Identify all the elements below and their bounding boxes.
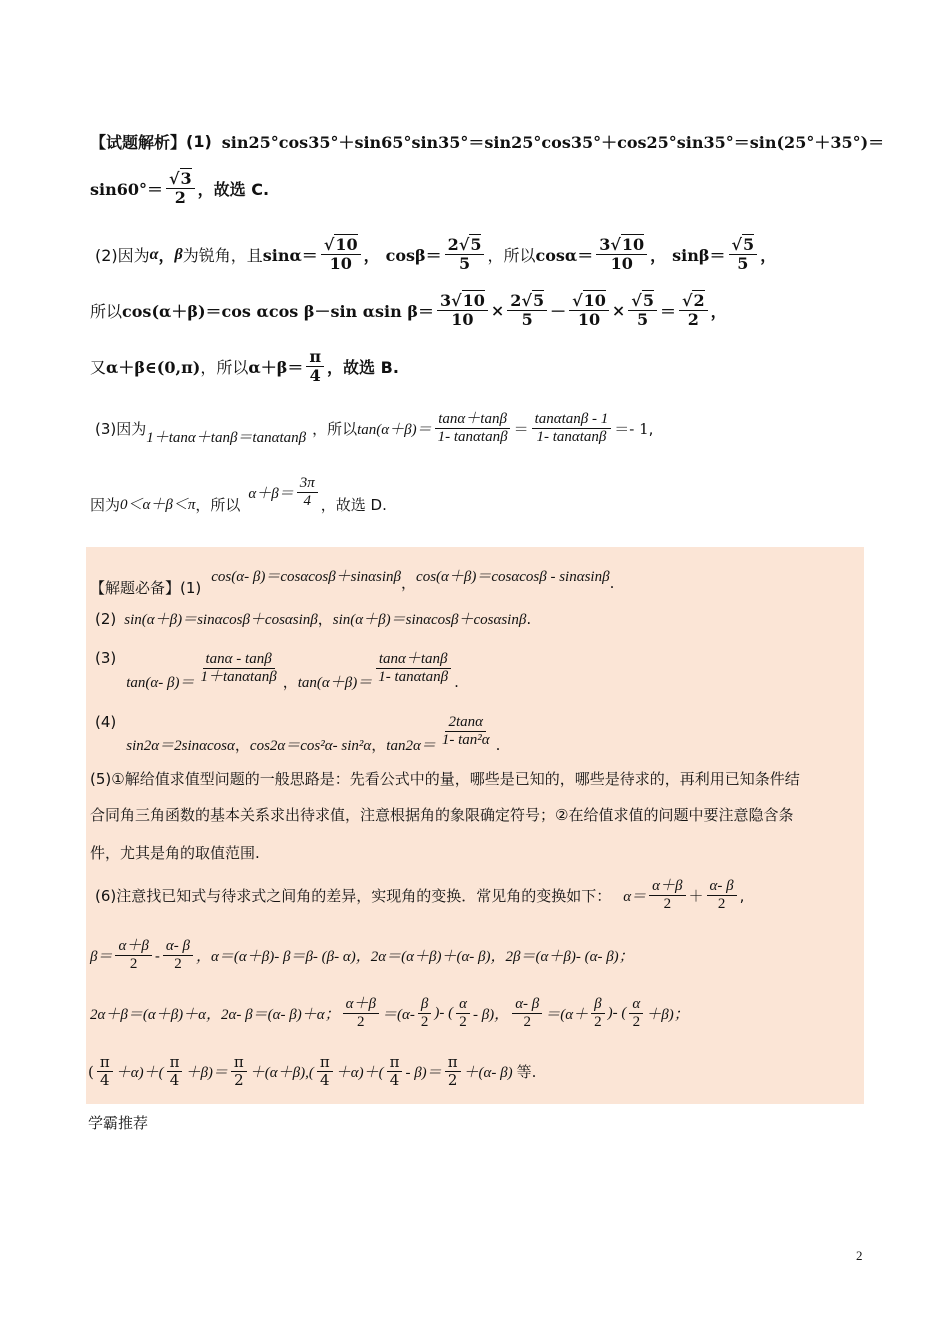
essentials-i5-line2: 合同角三角函数的基本关系求出待求值，注意根据角的象限确定符号；②在给值求值的问题中要注意隐含条 [90,806,794,824]
essentials-item6-line3 [90,996,689,1032]
essentials-i4-c-frac [439,714,493,750]
analysis-p2-line3-so: ，所以 [200,358,249,378]
analysis-p1-line1 [90,130,884,153]
essentials-i3-a-frac [198,651,280,687]
essentials-i6-c-frac2 [512,996,542,1032]
comma: ， [760,246,777,266]
frac [591,996,605,1032]
essentials-heading: 【解题必备】 [90,579,181,597]
essentials-i6-b-lhs: β＝ [90,949,113,966]
frac-den: 10 [610,254,633,274]
frac-num: 10 [462,291,485,310]
frac [317,1054,333,1090]
analysis-p3-range: 0＜α＋β＜π [120,497,196,513]
frac-num: π [317,1054,333,1072]
essentials-i5-line3: 件，尤其是角的取值范围. [90,844,260,862]
text: ＋α)＋( [115,1065,164,1082]
frac-den: 10 [577,310,601,330]
frac-den: 4 [100,1071,110,1090]
frac-den: 1- tan²α [441,732,490,748]
frac-num: 3π [297,475,318,493]
analysis-p3-label: (3)因为 [95,420,147,438]
essentials-i3-b-lhs: tan(α＋β)＝ [297,675,373,691]
frac-den: 2 [420,1014,429,1031]
frac-num: tanα＋tanβ [376,651,451,669]
frac-num: 5 [642,291,654,310]
frac-den: 1- tanαtanβ [378,669,449,685]
analysis-p3-frac1 [435,411,511,447]
frac-num: α- β [512,996,542,1014]
frac-den: 4 [320,1071,330,1090]
frac-num: α- β [163,938,193,956]
frac-b: $\frac{2√5}{5}$ [507,292,547,330]
analysis-p2-comma: ， [158,246,175,266]
frac-num: 2tanα [445,714,486,732]
analysis-p2-cosb: cosβ＝ [385,246,442,266]
frac-num: 5 [470,235,482,254]
text: ＋α)＋( [335,1065,384,1082]
analysis-p2-so: ，所以 [487,246,536,266]
essentials-i6-b-frac1 [115,938,151,974]
analysis-p2-line1 [95,236,776,274]
frac-num: tanα - tanβ [203,651,275,669]
analysis-p2-line2: 所以 cos(α＋β)＝cos αcos β－sin αsin β＝ $\frac{3√10}{10}$ × $\frac{2√5}{5}$ － $\frac{√10}{10}$ × $\frac{√5}{5}$ ＝ $\frac{√2}{2}$ ， [90,291,727,330]
text: )- ( [434,1005,454,1022]
frac-coef: 2 [447,235,459,254]
frac-num: β [591,996,604,1014]
essentials-i2-label: (2) [95,609,117,628]
analysis-p3-so: ，所以 [312,420,358,438]
essentials-i6-b-frac2 [163,938,193,974]
analysis-p1-frac-num: 3 [180,169,192,188]
analysis-p3-line2 [90,470,387,515]
comma: ， [710,302,727,322]
analysis-p3-rhs: ＝- 1 [614,420,649,438]
frac-num: 5 [532,291,545,310]
frac-num: 10 [621,235,645,254]
essentials-i3-a-lhs: tan(α- β)＝ [126,675,195,691]
frac-den: 1- tanαtanβ [536,429,607,445]
analysis-p2-cosa: cosα＝ [535,246,594,266]
analysis-p2-sina-frac: $\frac{√10}{10}$ [321,236,361,274]
frac-den: 4 [169,1071,180,1090]
text: ＋β)； [646,1007,689,1024]
frac-num: 5 [743,235,755,254]
analysis-p3-line2-end: ，故选 D. [320,496,387,514]
frac-num: 10 [335,235,358,254]
comma: ， [363,246,380,266]
analysis-p3-frac2 [532,411,612,447]
frac-den: 2 [447,1071,458,1090]
analysis-p2-line3-in: α＋β∈(0,π) [106,358,201,378]
analysis-p2-line2-eq: cos(α＋β)＝cos αcos β－sin αsin β＝ [122,302,434,322]
essentials-i4-a: sin2α＝2sinαcosα [126,738,235,754]
frac-den: 5 [521,310,533,330]
analysis-p3-because: 因为 [90,496,121,514]
frac-den: 10 [329,254,352,274]
frac-e: $\frac{√2}{2}$ [679,292,708,330]
page-number: 2 [856,1248,863,1263]
frac-num: tanαtanβ - 1 [532,411,612,429]
frac-num: α＋β [649,878,685,896]
essentials-i6-c-frac1 [343,996,379,1032]
frac-a: $\frac{3√10}{10}$ [437,292,488,330]
frac-d: $\frac{√5}{5}$ [628,292,657,330]
essentials-item1: 【解题必备】 (1) cos(α- β)＝cosαcosβ＋sinαsinβ ， cos(α＋β)＝cosαcosβ - sinαsinβ . [90,553,614,598]
frac-num: π [445,1054,461,1072]
frac-num: 2 [693,291,705,310]
frac-den: 2 [594,1014,602,1031]
frac-den: 4 [309,366,321,386]
frac-num: α [629,996,643,1014]
frac-coef: 3 [599,235,611,254]
frac-den: 2 [663,896,672,913]
frac-num: π [387,1054,403,1072]
analysis-p3-cond: 1＋tanα＋tanβ＝tanαtanβ [146,430,307,446]
analysis-p2-line3-frac [306,348,324,386]
frac-coef: 2 [510,291,522,310]
frac-den: 2 [129,956,138,973]
essentials-i6-c-start: 2α＋β＝(α＋β)＋α，2α- β＝(α- β)＋α； [90,1007,340,1024]
frac [387,1054,403,1090]
frac [456,996,470,1032]
frac-coef: 3 [439,291,452,310]
essentials-item6-line2: β＝ $\frac{\alpha+\beta}{2}$ - $\frac{\alpha- \beta}{2}$ ，α＝(α＋β)- β＝β- (β- α)，2α＝(α＋β)＋(α- β)，2β＝(α＋β)- (α- β)； [90,938,634,973]
analysis-p2-line3 [90,348,399,386]
frac-num: α [456,996,470,1014]
essentials-i3-label: (3) [95,648,117,667]
frac-num: 10 [583,291,606,310]
frac-den: 5 [459,254,471,274]
essentials-i3-b-frac [375,651,451,687]
essentials-item3: (3) tan(α- β)＝ $\frac{\tan\alpha - \tan\beta}{1+\tan\alpha\tan\beta}$ ， tan(α＋β)＝ $\frac{\tan\alpha+\tan\beta}{1- \tan\alpha\tan\beta}$ . [95,648,459,691]
analysis-heading: 【试题解析】 [90,133,187,152]
text: ＝(α＋ [545,1007,589,1024]
frac-den: 2 [357,1014,365,1031]
analysis-p1-line2 [90,170,269,208]
analysis-p2-beta: β [174,245,183,263]
essentials-i6-b-rest: ，α＝(α＋β)- β＝β- (β- α)，2α＝(α＋β)＋(α- β)，2β＝(α＋β)- (α- β)； [196,949,634,966]
essentials-i4-c-lhs: tan2α＝ [386,738,436,754]
essentials-item4: (4) sin2α＝2sinαcosα ， cos2α＝cos²α- sin²α ， tan2α＝ $\frac{2\tan\alpha}{\text{1- tan²α}}$ . [95,712,501,754]
frac [418,996,432,1032]
frac-den: 2 [717,896,726,913]
frac [97,1054,113,1090]
frac-den: 2 [459,1014,467,1031]
essentials-i4-b: cos2α＝cos²α- sin²α [249,738,372,754]
essentials-i6-text: (6)注意找已知式与待求式之间角的差异，实现角的变换．常见角的变换如下： [95,887,612,906]
analysis-p2-sinb: sinβ＝ [672,246,726,266]
frac [629,996,643,1032]
essentials-i1-label: (1) [180,578,202,597]
text: 等. [516,1063,537,1082]
analysis-p2-line3-end: ，故选 B. [327,358,399,378]
frac-den: 2 [234,1071,244,1090]
frac [445,1054,461,1090]
frac-num: β [418,996,431,1014]
frac-den: 2 [174,956,182,973]
essentials-i5-line1: (5)①解给值求值型问题的一般思路是：先看公式中的量，哪些是已知的，哪些是待求的，再利用已知条件结 [90,770,800,788]
frac-den: 2 [687,310,699,330]
essentials-item6-line1: (6)注意找已知式与待求式之间角的差异，实现角的变换．常见角的变换如下： α＝ $\frac{\alpha+\beta}{2}$ ＋ $\frac{\alpha- \beta}{2}$ , [95,878,745,913]
analysis-p2-sinb-frac: $\frac{√5}{5}$ [729,236,758,274]
essentials-i6-a-frac1 [649,878,685,914]
comma: ， [650,246,667,266]
analysis-p2-line3-eq: α＋β＝ [248,358,304,378]
analysis-p2-line3-you: 又 [90,358,107,378]
analysis-p3-so2: ，所以 [195,496,241,514]
frac-den: 10 [451,310,474,330]
analysis-p3-line1: (3)因为 1＋tanα＋tanβ＝tanαtanβ ，所以 tan(α＋β)＝ $\frac{\tan\alpha+\tan\beta}{1- \tan\alpha\tan\beta}$ ＝ $\frac{\tan\alpha\tan\beta - 1}{1- \tan\alpha\tan\beta}$ ＝- 1 , [95,410,654,446]
frac-num: π [97,1054,113,1072]
analysis-p1-frac-den: 2 [174,188,186,208]
analysis-p2-alpha: α [149,245,159,263]
frac-den: 1- tanαtanβ [437,429,508,445]
analysis-p2-acute: 为锐角，且 [182,246,263,266]
text: - β)， [472,1007,510,1024]
analysis-p3-lhs: tan(α＋β)＝ [357,422,432,438]
frac [167,1054,183,1090]
footer-title: 学霸推荐 [88,1114,149,1132]
frac-num: α＋β [115,938,151,956]
essentials-i6-a-frac2 [707,878,737,914]
analysis-p1-label: (1) [186,132,212,151]
frac-num: π [231,1054,247,1072]
analysis-p1-end: ，故选 C. [197,180,270,200]
analysis-p1-equation: sin25°cos35°＋sin65°sin35°＝sin25°cos35°＋cos25°sin35°＝sin(25°＋35°)＝ [221,133,885,152]
frac-num: α- β [707,878,737,896]
frac [231,1054,247,1090]
frac-den: 5 [637,310,649,330]
frac-den: 2 [632,1014,641,1031]
analysis-p2-cosa-frac: $\frac{3√10}{10}$ [596,236,647,274]
analysis-p2-sina: sinα＝ [262,246,318,266]
text: )- ( [607,1005,627,1022]
essentials-i1-a: cos(α- β)＝cosαcosβ＋sinαsinβ [211,569,402,585]
frac-c: $\frac{√10}{10}$ [569,292,609,330]
frac-num: tanα＋tanβ [435,411,510,429]
text: ＝(α- [381,1007,415,1024]
frac-den: 4 [389,1071,400,1090]
analysis-p2-label: (2)因为 [95,246,150,266]
frac-num: π [306,348,324,367]
essentials-i1-b: cos(α＋β)＝cosαcosβ - sinαsinβ [416,569,610,585]
frac-num: α＋β [343,996,379,1014]
essentials-item6-line4: ( $\frac{\pi}{4}$ ＋α)＋( $\frac{\pi}{4}$ ＋β)＝ $\frac{\pi}{2}$ ＋(α＋β),( $\frac{\pi}{4}$ ＋α)＋( $\frac{\pi}{4}$ - β)＝ $\frac{\pi}{2}$ ＋(α- β) 等. [88,1053,537,1090]
frac-den: 4 [303,493,311,509]
frac-den: 2 [523,1014,531,1031]
analysis-p1-lhs: sin60°＝ [90,180,163,200]
essentials-item2: (2) sin(α＋β)＝sinαcosβ＋cosαsinβ ， sin(α＋β)＝sinαcosβ＋cosαsinβ . [95,609,532,628]
analysis-p3-line2-lhs: α＋β＝ [248,486,294,502]
frac-den: 1＋tanαtanβ [200,669,277,685]
analysis-p3-line2-frac [297,475,318,511]
analysis-p1-fraction: $\frac{√3}{2}$ [166,170,195,208]
essentials-i6-a-lhs: α＝ [623,889,647,906]
essentials-i2-a: sin(α＋β)＝sinαcosβ＋cosαsinβ [124,612,318,628]
essentials-i4-label: (4) [95,712,117,731]
analysis-p2-cosb-frac: $\frac{2√5}{5}$ [445,236,485,274]
frac-den: 5 [737,254,749,274]
essentials-i2-b: sin(α＋β)＝sinαcosβ＋cosαsinβ [332,612,527,628]
analysis-p2-line2-so: 所以 [90,302,123,322]
frac-num: π [167,1054,183,1072]
